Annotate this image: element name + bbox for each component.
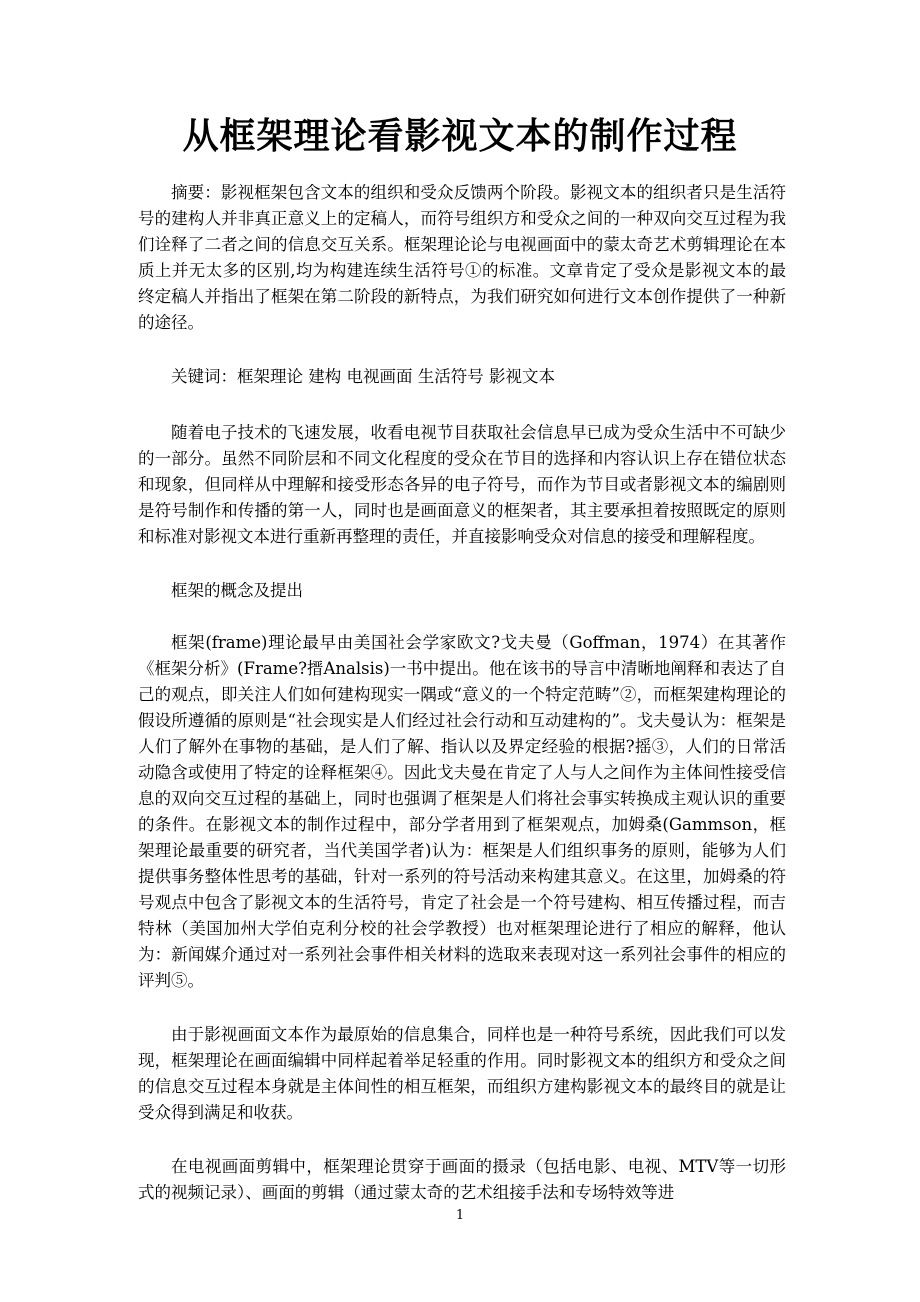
body-paragraph-editing: 在电视画面剪辑中，框架理论贯穿于画面的摄录（包括电影、电视、MTV等一切形式的视频记录）、画面的剪辑（通过蒙太奇的艺术组接手法和专场特效等进 — [138, 1157, 786, 1202]
body-paragraph-frame-theory: 框架(frame)理论最早由美国社会学家欧文?戈夫曼（Goffman，1974）在其著作《框架分析》(Frame?搢Analsis)一书中提出。他在该书的导言中清晰地阐释和表达了自己的观点，即关注人们如何建构现实一隅或“意义的一个特定范畴”②，而框架建构理论的假设所遵循的原则是“社会现实是人们经过社会行动和互动建构的”。戈夫曼认为：框架是人们了解外在事物的基础，是人们了解、指认以及界定经验的根据?摇③，人们的日常活动隐含或使用了特定的诠释框架④。因此戈夫曼在肯定了人与人之间作为主体间性接受信息的双向交互过程的基础上，同时也强调了框架是人们将社会事实转换成主观认识的重要的条件。在影视文本的制作过程中，部分学者用到了框架观点，加姆桑(Gammson，框架理论最重要的研究者，当代美国学者)认为：框架是人们组织事务的原则，能够为人们提供事务整体性思考的基础，针对一系列的符号活动来构建其意义。在这里，加姆桑的符号观点中包含了影视文本的生活符号，肯定了社会是一个符号建构、相互传播过程，而吉特林（美国加州大学伯克利分校的社会学教授）也对框架理论进行了相应的解释，他认为：新闻媒介通过对一系列社会事件相关材料的选取来表现对这一系列社会事件的相应的评判⑤。 — [138, 633, 786, 990]
section-heading: 框架的概念及提出 — [171, 581, 303, 600]
article-body — [138, 180, 786, 1234]
page-number: 1 — [455, 1208, 465, 1223]
intro-paragraph: 随着电子技术的飞速发展，收看电视节目获取社会信息早已成为受众生活中不可缺少的一部分。虽然不同阶层和不同文化程度的受众在节目的选择和内容认识上存在错位状态和现象，但同样从中理解和接受形态各异的电子符号，而作为节目或者影视文本的编剧则是符号制作和传播的第一人，同时也是画面意义的框架者，其主要承担着按照既定的原则和标准对影视文本进行重新再整理的责任，并直接影响受众对信息的接受和理解程度。 — [138, 423, 786, 546]
keywords-paragraph: 关键词：框架理论 建构 电视画面 生活符号 影视文本 — [171, 367, 555, 386]
abstract-paragraph: 摘要：影视框架包含文本的组织和受众反馈两个阶段。影视文本的组织者只是生活符号的建构人并非真正意义上的定稿人，而符号组织方和受众之间的一种双向交互过程为我们诠释了二者之间的信息交互关系。框架理论论与电视画面中的蒙太奇艺术剪辑理论在本质上并无太多的区别,均为构建连续生活符号①的标准。文章肯定了受众是影视文本的最终定稿人并指出了框架在第二阶段的新特点，为我们研究如何进行文本创作提供了一种新的途径。 — [138, 183, 786, 332]
body-paragraph-symbol-system: 由于影视画面文本作为最原始的信息集合，同样也是一种符号系统，因此我们可以发现，框架理论在画面编辑中同样起着举足轻重的作用。同时影视文本的组织方和受众之间的信息交互过程本身就是主体间性的相互框架，而组织方建构影视文本的最终目的就是让受众得到满足和收获。 — [138, 1025, 786, 1122]
page-title: 从框架理论看影视文本的制作过程 — [182, 116, 738, 157]
